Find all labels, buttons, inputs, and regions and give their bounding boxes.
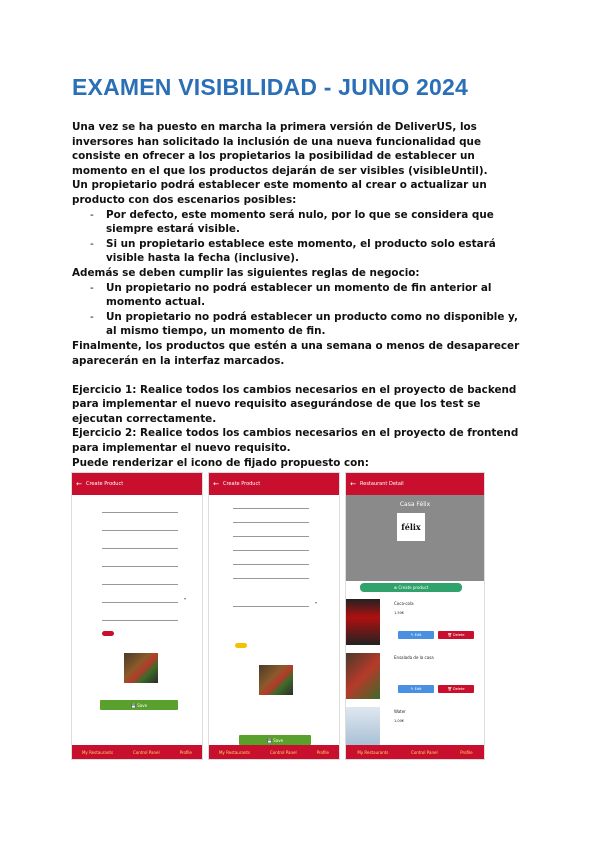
back-arrow-icon[interactable]: ← xyxy=(350,480,356,488)
intro-paragraph: Una vez se ha puesto en marcha la primera versión de DeliverUS, los inversores han solicitado la inclusión de una nueva funcionalidad que consiste en ofrecer a los propietarios la posibilidad de establecer un momento en el que los productos dejarán de ser visibles (visibleUntil). xyxy=(72,121,488,177)
chevron-down-icon: ▾ xyxy=(314,600,317,605)
price-field[interactable] xyxy=(102,541,178,549)
description-field[interactable] xyxy=(233,515,309,523)
category-select[interactable] xyxy=(233,599,317,607)
icon-note: Puede renderizar el icono de fijado propuesto con: xyxy=(72,456,369,469)
tab-bar xyxy=(72,745,202,759)
restaurant-logo: félix xyxy=(397,513,425,541)
pencil-icon: ✎ xyxy=(410,633,415,637)
delete-button[interactable]: 🗑 Delete xyxy=(438,631,474,639)
save-button[interactable]: 💾 Save xyxy=(100,700,178,710)
tab-bar xyxy=(346,745,484,759)
product-name: Coca-cola xyxy=(394,601,414,606)
screen-title: Create Product xyxy=(223,481,261,487)
create-product-screen xyxy=(72,473,202,759)
tab-control-panel[interactable]: Control Panel xyxy=(133,749,160,755)
rules-list xyxy=(72,281,532,339)
visible-until-field[interactable] xyxy=(233,571,309,579)
create-product-button[interactable]: ⊕ Create product xyxy=(360,583,462,592)
scenarios-paragraph: Un propietario podrá establecer este momento al crear o actualizar un producto con dos escenarios posibles: xyxy=(72,179,487,206)
product-name: Water xyxy=(394,709,406,714)
tab-profile[interactable]: Profile xyxy=(179,749,192,755)
description-field[interactable] xyxy=(102,523,178,531)
name-field[interactable] xyxy=(233,501,309,509)
trash-icon: 🗑 xyxy=(447,633,454,637)
visible-until-field[interactable] xyxy=(102,613,178,621)
document-title: EXAMEN VISIBILIDAD - JUNIO 2024 xyxy=(72,74,469,100)
pencil-icon: ✎ xyxy=(410,687,415,691)
app-screenshots xyxy=(72,473,484,759)
plus-icon: ⊕ xyxy=(393,585,399,590)
app-header xyxy=(346,473,484,495)
price-field[interactable] xyxy=(233,529,309,537)
list-item xyxy=(346,599,484,647)
edit-button[interactable]: ✎ Edit xyxy=(398,631,434,639)
product-image[interactable] xyxy=(124,653,158,683)
calories-field[interactable] xyxy=(102,577,178,585)
chevron-down-icon: ▾ xyxy=(183,596,186,601)
save-icon: 💾 xyxy=(130,702,138,708)
tab-bar xyxy=(209,745,339,759)
screen-title: Create Product xyxy=(86,481,124,487)
product-image xyxy=(346,599,380,645)
tab-profile[interactable]: Profile xyxy=(460,749,473,755)
back-arrow-icon[interactable]: ← xyxy=(213,480,219,488)
category-select[interactable] xyxy=(102,595,186,603)
order-field[interactable] xyxy=(233,543,309,551)
rules-paragraph: Además se deben cumplir las siguientes reglas de negocio: xyxy=(72,266,420,279)
list-item: - Un propietario no podrá establecer un producto como no disponible y, al mismo tiempo, un momento de fin. xyxy=(72,310,532,339)
save-button[interactable]: 💾 Save xyxy=(239,735,311,745)
delete-button[interactable]: 🗑 Delete xyxy=(438,685,474,693)
restaurant-detail-screen xyxy=(346,473,484,759)
restaurant-name: Casa Félix xyxy=(399,501,431,508)
tab-control-panel[interactable]: Control Panel xyxy=(411,749,438,755)
trash-icon: 🗑 xyxy=(447,687,454,691)
availability-toggle[interactable] xyxy=(102,631,114,636)
tab-my-restaurants[interactable]: My Restaurants xyxy=(81,749,114,755)
list-item: - Si un propietario establece este momento, el producto solo estará visible hasta la fecha (inclusive). xyxy=(72,237,532,266)
order-field[interactable] xyxy=(102,559,178,567)
screen-title: Restaurant Detail xyxy=(360,481,404,487)
app-header xyxy=(209,473,339,495)
document-body xyxy=(72,120,532,470)
create-product-error-screen xyxy=(209,473,339,759)
edit-button[interactable]: ✎ Edit xyxy=(398,685,434,693)
tab-my-restaurants[interactable]: My Restaurants xyxy=(218,749,251,755)
product-image xyxy=(346,653,380,699)
app-header xyxy=(72,473,202,495)
tab-profile[interactable]: Profile xyxy=(316,749,329,755)
exercise-1: Ejercicio 1: Realice todos los cambios necesarios en el proyecto de backend para implementar el nuevo requisito asegurándose de que los test se ejecutan correctamente. xyxy=(72,383,517,425)
restaurant-header xyxy=(346,495,484,581)
product-price: 1.00€ xyxy=(394,719,405,723)
list-item xyxy=(346,653,484,701)
tab-my-restaurants[interactable]: My Restaurants xyxy=(357,749,389,755)
exercise-2: Ejercicio 2: Realice todos los cambios necesarios en el proyecto de frontend para implementar el nuevo requisito. xyxy=(72,427,519,455)
list-item: - Por defecto, este momento será nulo, por lo que se considera que siempre estará visible. xyxy=(72,208,532,237)
name-field[interactable] xyxy=(102,505,178,513)
save-icon: 💾 xyxy=(266,737,274,743)
final-paragraph: Finalmente, los productos que estén a una semana o menos de desaparecer aparecerán en la interfaz marcados. xyxy=(72,339,520,367)
product-image[interactable] xyxy=(259,665,293,695)
product-price: 1.50€ xyxy=(394,611,405,615)
back-arrow-icon[interactable]: ← xyxy=(76,480,82,488)
calories-field[interactable] xyxy=(233,557,309,565)
product-name: Ensalada de la casa xyxy=(394,655,434,660)
tab-control-panel[interactable]: Control Panel xyxy=(270,749,297,755)
availability-toggle[interactable] xyxy=(235,643,247,648)
scenarios-list xyxy=(72,208,532,266)
list-item: - Un propietario no podrá establecer un momento de fin anterior al momento actual. xyxy=(72,281,532,310)
